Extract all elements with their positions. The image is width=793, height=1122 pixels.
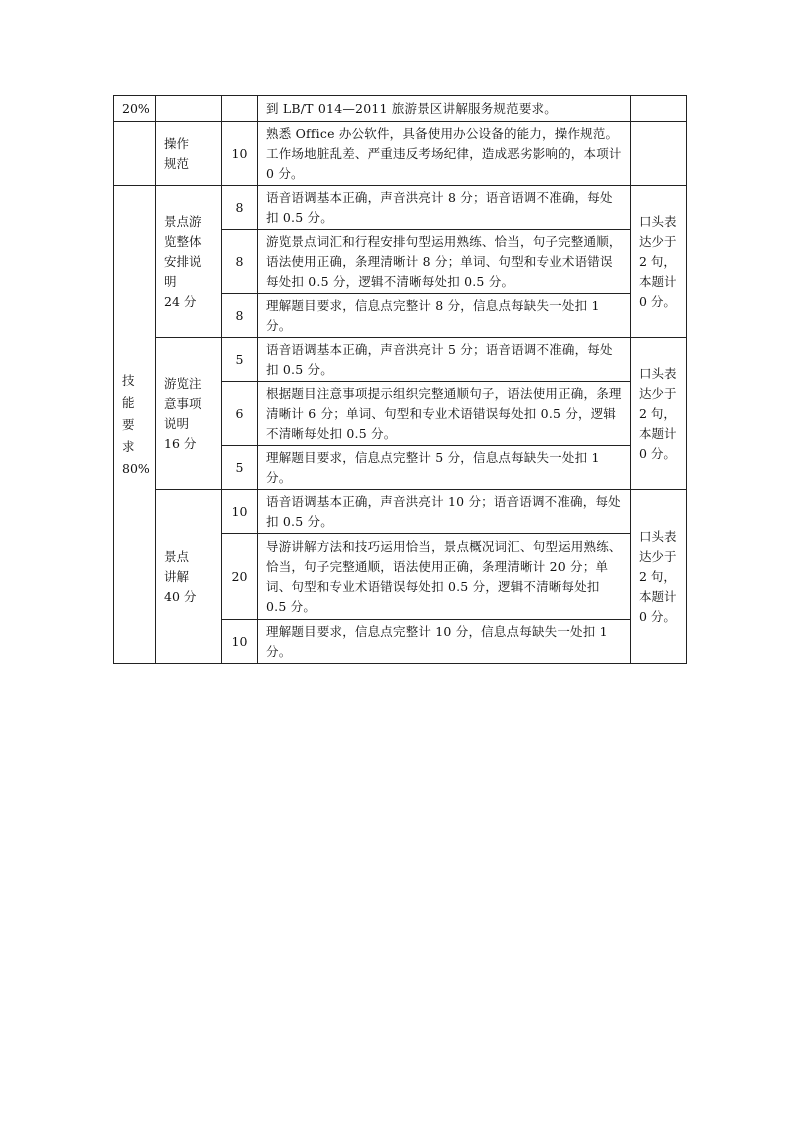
score-cell: 10 bbox=[222, 490, 258, 534]
weight-cell-empty bbox=[114, 122, 156, 186]
criteria-cell: 语音语调基本正确，声音洪亮计 8 分；语音语调不准确，每处扣 0.5 分。 bbox=[258, 186, 631, 230]
scoring-table bbox=[113, 95, 687, 664]
criteria-cell: 理解题目要求，信息点完整计 10 分，信息点每缺失一处扣 1 分。 bbox=[258, 620, 631, 664]
note-cell: 口头表 达少于 2 句， 本题计 0 分。 bbox=[631, 490, 687, 664]
criteria-cell: 到 LB/T 014—2011 旅游景区讲解服务规范要求。 bbox=[258, 96, 631, 122]
criteria-cell: 语音语调基本正确，声音洪亮计 10 分；语音语调不准确，每处扣 0.5 分。 bbox=[258, 490, 631, 534]
item-cell bbox=[156, 96, 222, 122]
note-cell bbox=[631, 122, 687, 186]
item-label-operation: 操作 规范 bbox=[156, 122, 222, 186]
skills-requirement-label: 技 能 要 求 80% bbox=[114, 186, 156, 664]
table-row bbox=[114, 186, 687, 230]
score-cell: 8 bbox=[222, 230, 258, 294]
table-row bbox=[114, 490, 687, 534]
criteria-cell: 理解题目要求，信息点完整计 8 分，信息点每缺失一处扣 1 分。 bbox=[258, 294, 631, 338]
score-cell: 10 bbox=[222, 620, 258, 664]
table-row bbox=[114, 338, 687, 382]
criteria-cell: 语音语调基本正确，声音洪亮计 5 分；语音语调不准确，每处扣 0.5 分。 bbox=[258, 338, 631, 382]
table-row bbox=[114, 122, 687, 186]
note-cell: 口头表 达少于 2 句， 本题计 0 分。 bbox=[631, 186, 687, 338]
score-cell: 20 bbox=[222, 534, 258, 620]
table-row bbox=[114, 96, 687, 122]
item-label-itinerary: 景点游 览整体 安排说 明 24 分 bbox=[156, 186, 222, 338]
criteria-cell: 导游讲解方法和技巧运用恰当，景点概况词汇、句型运用熟练、恰当，句子完整通顺，语法使用正确，条理清晰计 20 分；单词、句型和专业术语错误每处扣 0.5 分，逻辑不清晰每处扣 0.5 分。 bbox=[258, 534, 631, 620]
item-label-notices: 游览注 意事项 说明 16 分 bbox=[156, 338, 222, 490]
criteria-cell: 熟悉 Office 办公软件，具备使用办公设备的能力，操作规范。工作场地脏乱差、严重违反考场纪律，造成恶劣影响的，本项计 0 分。 bbox=[258, 122, 631, 186]
score-cell: 6 bbox=[222, 382, 258, 446]
score-cell: 5 bbox=[222, 446, 258, 490]
item-label-scenic-narration: 景点 讲解 40 分 bbox=[156, 490, 222, 664]
score-cell: 10 bbox=[222, 122, 258, 186]
note-cell: 口头表 达少于 2 句， 本题计 0 分。 bbox=[631, 338, 687, 490]
weight-cell: 20% bbox=[114, 96, 156, 122]
score-cell: 8 bbox=[222, 186, 258, 230]
criteria-cell: 根据题目注意事项提示组织完整通顺句子，语法使用正确，条理清晰计 6 分；单词、句型和专业术语错误每处扣 0.5 分，逻辑不清晰每处扣 0.5 分。 bbox=[258, 382, 631, 446]
score-cell bbox=[222, 96, 258, 122]
note-cell bbox=[631, 96, 687, 122]
criteria-cell: 理解题目要求，信息点完整计 5 分，信息点每缺失一处扣 1 分。 bbox=[258, 446, 631, 490]
score-cell: 5 bbox=[222, 338, 258, 382]
score-cell: 8 bbox=[222, 294, 258, 338]
criteria-cell: 游览景点词汇和行程安排句型运用熟练、恰当，句子完整通顺，语法使用正确，条理清晰计 8 分；单词、句型和专业术语错误每处扣 0.5 分，逻辑不清晰每处扣 0.5 分。 bbox=[258, 230, 631, 294]
